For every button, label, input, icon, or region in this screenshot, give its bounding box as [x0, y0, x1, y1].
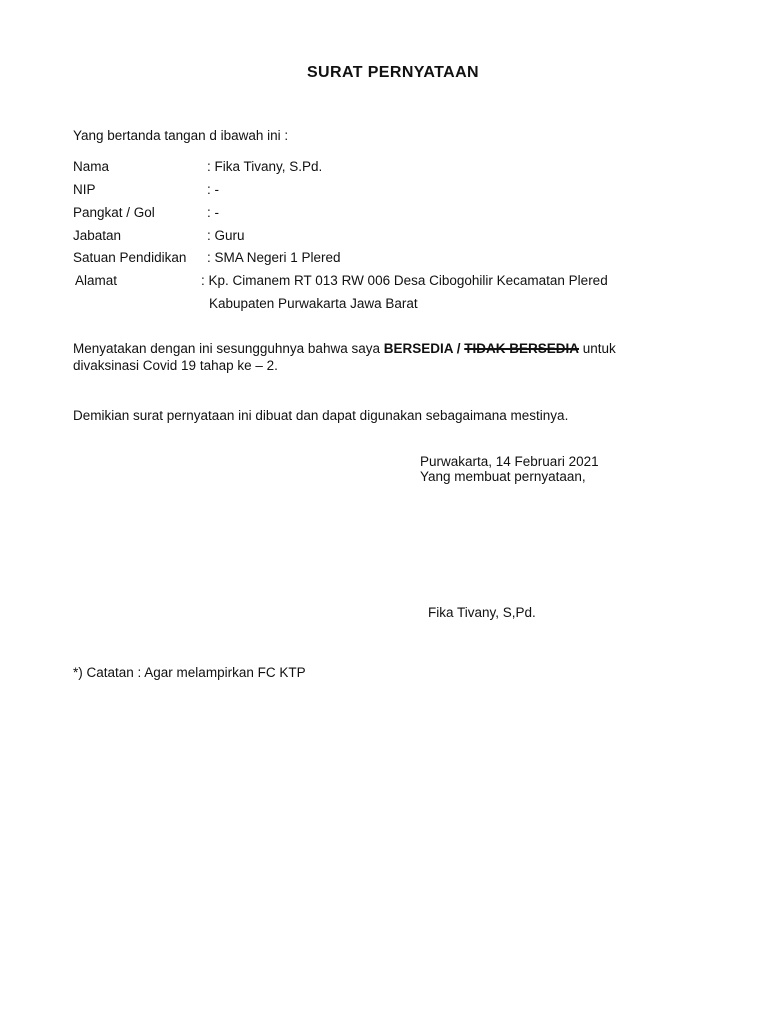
signer-label: Yang membuat pernyataan,	[420, 469, 586, 484]
statement-suffix: untuk	[579, 341, 616, 356]
document-title: SURAT PERNYATAAN	[306, 64, 480, 81]
footnote: *) Catatan : Agar melampirkan FC KTP	[73, 665, 306, 680]
closing-text: Demikian surat pernyataan ini dibuat dan dapat digunakan sebagaimana mestinya.	[73, 408, 569, 423]
field-label-alamat: Alamat	[75, 273, 118, 288]
statement-line2: divaksinasi Covid 19 tahap ke – 2.	[73, 358, 278, 373]
option-tidak-bersedia: TIDAK BERSEDIA	[464, 341, 580, 356]
field-value-jabatan: : Guru	[207, 228, 245, 243]
place-date: Purwakarta, 14 Februari 2021	[420, 454, 599, 469]
field-value-pangkat: : -	[207, 205, 219, 220]
field-label-jabatan: Jabatan	[73, 228, 122, 243]
field-label-nama: Nama	[73, 159, 110, 174]
field-value-satuan-pendidikan: : SMA Negeri 1 Plered	[207, 250, 341, 265]
field-value-nama: : Fika Tivany, S.Pd.	[207, 159, 323, 174]
intro-text: Yang bertanda tangan d ibawah ini :	[73, 128, 289, 143]
field-value-nip: : -	[207, 182, 219, 197]
field-value-alamat-line2: Kabupaten Purwakarta Jawa Barat	[209, 296, 418, 311]
field-label-satuan-pendidikan: Satuan Pendidikan	[73, 250, 187, 265]
statement-line1	[73, 341, 616, 356]
field-label-nip: NIP	[73, 182, 96, 197]
signer-name: Fika Tivany, S,Pd.	[428, 605, 536, 620]
option-bersedia: BERSEDIA /	[383, 341, 465, 356]
statement-prefix: Menyatakan dengan ini sesungguhnya bahwa saya	[73, 341, 384, 356]
field-value-alamat: : Kp. Cimanem RT 013 RW 006 Desa Cibogohilir Kecamatan Plered	[201, 273, 608, 288]
field-label-pangkat: Pangkat / Gol	[73, 205, 155, 220]
